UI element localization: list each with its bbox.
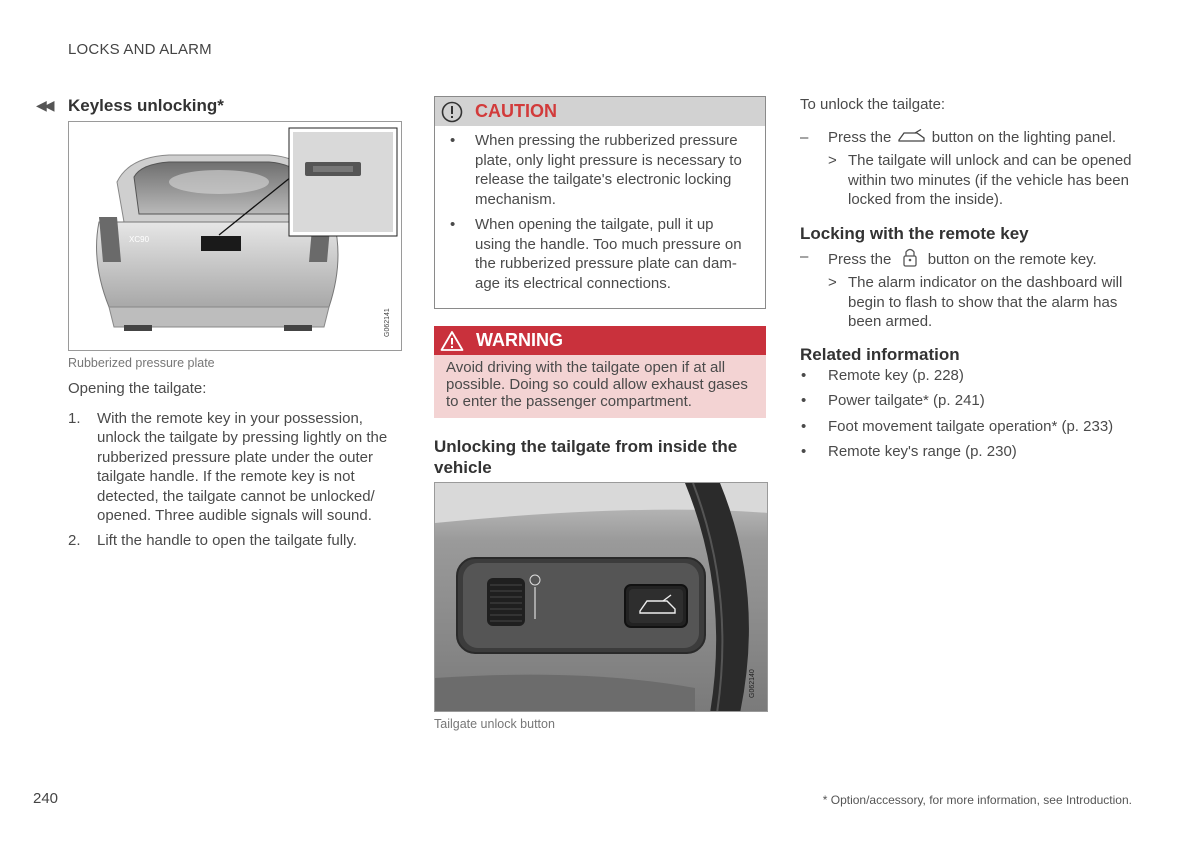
- bullet: •: [450, 216, 456, 233]
- step-item: [68, 531, 402, 551]
- action-step: [800, 128, 1134, 148]
- result-step: [800, 273, 1134, 332]
- caution-item: [447, 131, 753, 209]
- right-column: [800, 96, 1134, 468]
- result-marker: >: [828, 152, 837, 169]
- tailgate-button-illustration: [435, 483, 768, 712]
- warning-header: [434, 326, 766, 355]
- figure-caption: Rubberized pressure plate: [68, 356, 215, 370]
- warning-body: [434, 355, 766, 418]
- dash: –: [800, 247, 809, 265]
- caution-item-text: When opening the tailgate, pull it up using the handle. Too much pressure on the rubberized pressure plate can dam- age its electrical connections.: [475, 216, 742, 292]
- step-number: 2.: [68, 531, 81, 549]
- locking-remote-heading: Locking with the remote key: [800, 223, 1029, 243]
- action-step: [800, 247, 1134, 270]
- pressure-plate-figure: [68, 121, 402, 351]
- result-text: The tailgate will unlock and can be opened within two minutes (if the vehicle has been locked from the inside).: [848, 152, 1132, 208]
- related-link[interactable]: [800, 366, 1134, 386]
- padlock-icon: [899, 247, 921, 267]
- related-link-text[interactable]: Foot movement tailgate operation* (p. 233): [828, 417, 1114, 435]
- exclamation-circle-icon: [441, 101, 463, 123]
- bullet: •: [801, 366, 807, 384]
- opening-intro: Opening the tailgate:: [68, 380, 207, 397]
- warning-triangle-icon: [440, 330, 464, 352]
- related-list: [800, 366, 1134, 462]
- related-link-text[interactable]: Remote key's range (p. 230): [828, 443, 1017, 460]
- caution-item-text: When pressing the rubberized pressure plate, only light pressure is necessary to release the tailgate's electronic locking mechanism.: [475, 132, 742, 208]
- related-link[interactable]: [800, 417, 1134, 437]
- unlock-intro: To unlock the tailgate:: [800, 96, 946, 113]
- result-step: [800, 151, 1134, 210]
- warning-title: WARNING: [476, 330, 563, 350]
- action-text: Press the: [828, 250, 892, 268]
- caution-box: [434, 96, 766, 309]
- footnote: * Option/accessory, for more information, see Introduction.: [822, 793, 1132, 807]
- step-text: Lift the handle to open the tailgate fully.: [97, 531, 357, 549]
- warning-box: [434, 326, 766, 418]
- tailgate-button-figure: [434, 482, 768, 712]
- related-link[interactable]: [800, 442, 1134, 462]
- related-link[interactable]: [800, 391, 1134, 411]
- caution-header: [435, 97, 765, 126]
- figure-code: G062140: [749, 669, 756, 698]
- bullet: •: [801, 417, 807, 435]
- action-text: Press the: [828, 128, 892, 146]
- back-double-chevron-icon[interactable]: ◀◀: [36, 97, 52, 113]
- dash: –: [800, 128, 809, 146]
- step-text: With the remote key in your possession, unlock the tailgate by pressing lightly on the rubberized pressure plate under the outer tailgate handle. If the remote key is not detected, the tailgate cannot be unlocked/ opened. Three audible signals will sound.: [97, 409, 388, 524]
- figure-caption: Tailgate unlock button: [434, 717, 555, 731]
- bullet: •: [801, 443, 807, 460]
- bullet: •: [801, 392, 807, 409]
- bullet: •: [450, 132, 456, 149]
- related-link-text[interactable]: Power tailgate* (p. 241): [828, 392, 985, 409]
- section-header: LOCKS AND ALARM: [68, 41, 212, 58]
- car-model-badge: XC90: [129, 235, 150, 244]
- action-text: button on the remote key.: [927, 250, 1097, 268]
- caution-item: [447, 215, 753, 293]
- step-item: [68, 409, 402, 526]
- tailgate-car-icon: [897, 129, 927, 143]
- left-column: [68, 96, 402, 555]
- caution-body: [435, 126, 765, 308]
- related-link-text[interactable]: Remote key (p. 228): [828, 366, 964, 384]
- unlock-inside-subtitle: Unlocking the tailgate from inside the vehicle: [434, 437, 738, 477]
- keyless-unlocking-title: Keyless unlocking*: [68, 96, 224, 115]
- caution-title: CAUTION: [475, 101, 557, 121]
- figure-code: G062141: [384, 308, 391, 337]
- result-marker: >: [828, 274, 837, 291]
- result-text: The alarm indicator on the dashboard will begin to flash to show that the alarm has been armed.: [848, 274, 1123, 330]
- middle-column: [434, 96, 766, 731]
- steps-list: [68, 409, 402, 551]
- action-text: button on the lighting panel.: [931, 128, 1117, 146]
- page-number: 240: [33, 790, 59, 807]
- warning-text: Avoid driving with the tailgate open if at all possible. Doing so could allow exhaust gases to enter the passenger compartment.: [446, 359, 748, 410]
- car-rear-illustration: [69, 122, 402, 351]
- related-information-heading: Related information: [800, 344, 960, 364]
- step-number: 1.: [68, 409, 81, 427]
